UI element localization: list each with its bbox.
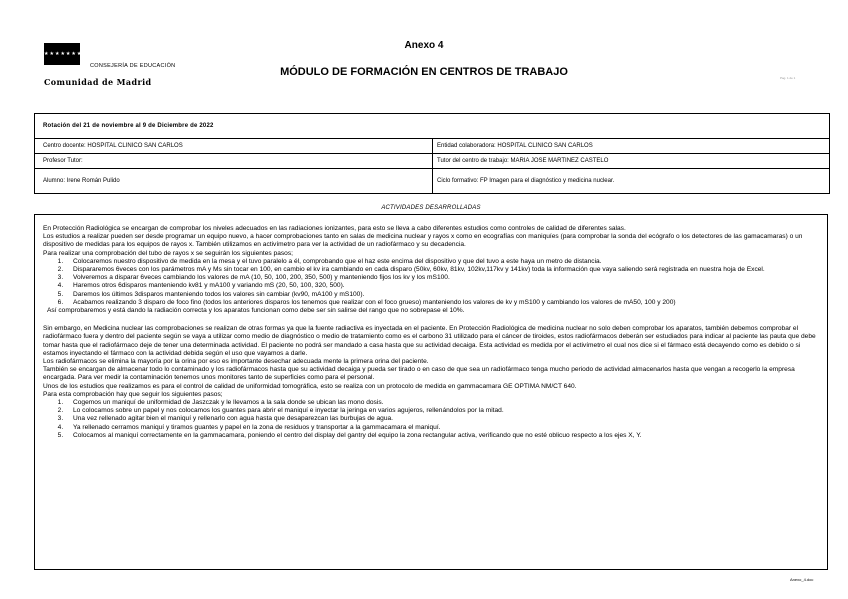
comunidad-label: Comunidad de Madrid — [44, 77, 152, 87]
centro-docente: Centro docente: HOSPITAL CLINICO SAN CARLOS — [43, 143, 183, 149]
paragraph: Unos de los estudios que realizamos es para el control de calidad de uniformidad tomográfica, esto se realiza con un protocolo de medida en gammacamara GE OPTIMA NM/CT 640. — [43, 382, 577, 390]
alumno: Alumno: Irene Román Pulido — [43, 178, 120, 184]
xray-steps-list — [43, 258, 819, 307]
rotation-row — [35, 114, 829, 139]
tutor-centro: Tutor del centro de trabajo: MARIA JOSE MARTINEZ CASTELO — [432, 154, 829, 168]
profesor-tutor: Profesor Tutor: — [43, 158, 83, 164]
logo-stars: ★★★★★★★ — [44, 50, 83, 57]
entidad-colaboradora: Entidad colaboradora: HOSPITAL CLINICO SAN CARLOS — [432, 139, 829, 153]
paragraph: Los radiofármacos se elimina la mayoría por la orina por eso es importante desechar adecuada mente la primera orina del paciente. — [43, 358, 429, 366]
list-item: 5. Colocamos al maniquí correctamente en la gammacamara, poniendo el centro del display del gantry del equipo la zona rectangular activa, verificando que no esté oblicuo respecto a los ejes X, Y. — [65, 432, 819, 440]
list-item: 4. Haremos otros 6disparos manteniendo kv81 y mA100 y variando mS (20, 50, 100, 320, 500). — [65, 282, 819, 290]
paragraph: También se encargan de almacenar todo lo contaminado y los radiofármacos hasta que su actividad decaiga y pueda ser tirado o en caso de que sea un radiofármaco tenga mucho periodo de actividad almacenarlos hasta que vengan a recogerlo la empresa encargada. Para ver medir la contaminación tenemos unos monitores tanto de superficies como para el personal. — [43, 366, 795, 382]
tutor-row — [35, 154, 829, 169]
page-number: Pag. 1 de 1 — [780, 76, 796, 80]
paragraph: Los estudios a realizar pueden ser desde programar un equipo nuevo, a hacer comprobaciones tanto en salas de medicina nuclear y rayos x como en ecografías con maniquíes (para comprobar la sonda del ecógrafo o los detectores de las gamacamaras) o un dispositivo de medidas para los equipos de rayos x. También utilizamos en activímetro para ver la actividad de un radiofármaco y su decadencia. — [43, 233, 803, 249]
consejeria-label: CONSEJERÍA DE EDUCACIÓN — [90, 63, 176, 69]
anexo-title: Anexo 4 — [404, 40, 444, 51]
activities-title: ACTIVIDADES DESARROLLADAS — [381, 205, 481, 211]
student-row — [35, 169, 829, 193]
paragraph: Para realizar una comprobación del tubo de rayos x se seguirán los siguientes pasos; — [43, 249, 293, 257]
list-item: 6. Acabamos realizando 3 disparo de foco fino (todos los anteriores disparos los tenemos que realizar con el foco grueso) manteniendo los valores de kv y mS100 y cambiando los valores de mA50, 100 y 200) — [65, 299, 819, 307]
spacer — [43, 315, 819, 325]
list-item: 3. Volveremos a disparar 6veces cambiando los valores de mA (10, 50, 100, 200, 350, 500) y manteniendo fijos los kv y los mS100. — [65, 274, 819, 282]
list-item: 3. Una vez rellenado agitar bien el maniquí y rellenarlo con agua hasta que desaparezcan las burbujas de agua. — [65, 415, 819, 423]
list-item: 5. Daremos los últimos 3disparos manteniendo todos los valores sin cambiar (kv90, mA100 y mS100). — [65, 291, 819, 299]
list-item: 2. Dispararemos 6veces con los parámetros mA y Ms sin tocar en 100, en cambio el kv ira cambiando en cada disparo (50kv, 60kv, 81kv, 102kv,117kv y 141kv) toda la información que vaya saliendo será registrada en nuestra hoja de Excel. — [65, 266, 819, 274]
paragraph: Así comprobaremos y está dando la radiación correcta y los aparatos funcionan como debe ser sin salirse del rango que no sobrepase el 10%. — [47, 307, 465, 315]
center-row — [35, 139, 829, 154]
footer-filename: Anexo_4.doc — [790, 577, 814, 582]
nm-steps-list — [43, 399, 819, 440]
paragraph: Para esta comprobación hay que seguir los siguientes pasos; — [43, 390, 223, 398]
list-item: 1. Colocaremos nuestro dispositivo de medida en la mesa y el tuvo paralelo a él, comprobando que el haz este encima del dispositivo y que del tuvo a este haya un metro de distancia. — [65, 258, 819, 266]
list-item: 4. Ya rellenado cerramos maniquí y tiramos guantes y papel en la zona de residuos y transportar a la gammacamara el maniquí. — [65, 424, 819, 432]
rotation-text: Rotación del 21 de noviembre al 9 de Diciembre de 2022 — [43, 123, 214, 129]
info-table — [34, 113, 830, 194]
module-title: MÓDULO DE FORMACIÓN EN CENTROS DE TRABAJO — [280, 66, 568, 78]
activities-content — [34, 214, 828, 570]
paragraph: En Protección Radiológica se encargan de comprobar los niveles adecuados en las radiaciones ionizantes, para esto se lleva a cabo diferentes estudios como controles de calidad de diferentes salas. — [43, 225, 626, 232]
list-item: 1. Cogemos un maniquí de uniformidad de Jaszczak y le llevamos a la sala donde se ubican las mono dosis. — [65, 399, 819, 407]
list-item: 2. Lo colocamos sobre un papel y nos colocamos los guantes para abrir el maniquí e inyectar la jeringa en varios agujeros, rellenándolos por la mitad. — [65, 407, 819, 415]
ciclo-formativo: Ciclo formativo: FP Imagen para el diagnóstico y medicina nuclear. — [432, 169, 829, 193]
paragraph: Sin embargo, en Medicina nuclear las comprobaciones se realizan de otras formas ya que la fuente radiactiva es inyectada en el paciente. En Protección Radiológica de medicina nuclear no solo deben comprobar los aparatos, también debemos comprobar el radiofármaco fuera y dentro del paciente según se vaya a utilizar como medio de diagnóstico o medio de tratamiento como es el carbono 31 utilizado para el cáncer de tiroides, estos radiofármacos deberán ser estudiados para indicar al paciente las pauta que debe tomar hasta que el radiofármaco deje de tener una determinada actividad. El paciente no podrá ser mandado a casa hasta que su actividad decaiga. Esta actividad es medida por el activímetro el cual nos dice si el fármaco está decayendo como es debido o si estamos inyectando el fármaco con la actividad debida según el uso que vayamos a darle. — [43, 325, 816, 357]
